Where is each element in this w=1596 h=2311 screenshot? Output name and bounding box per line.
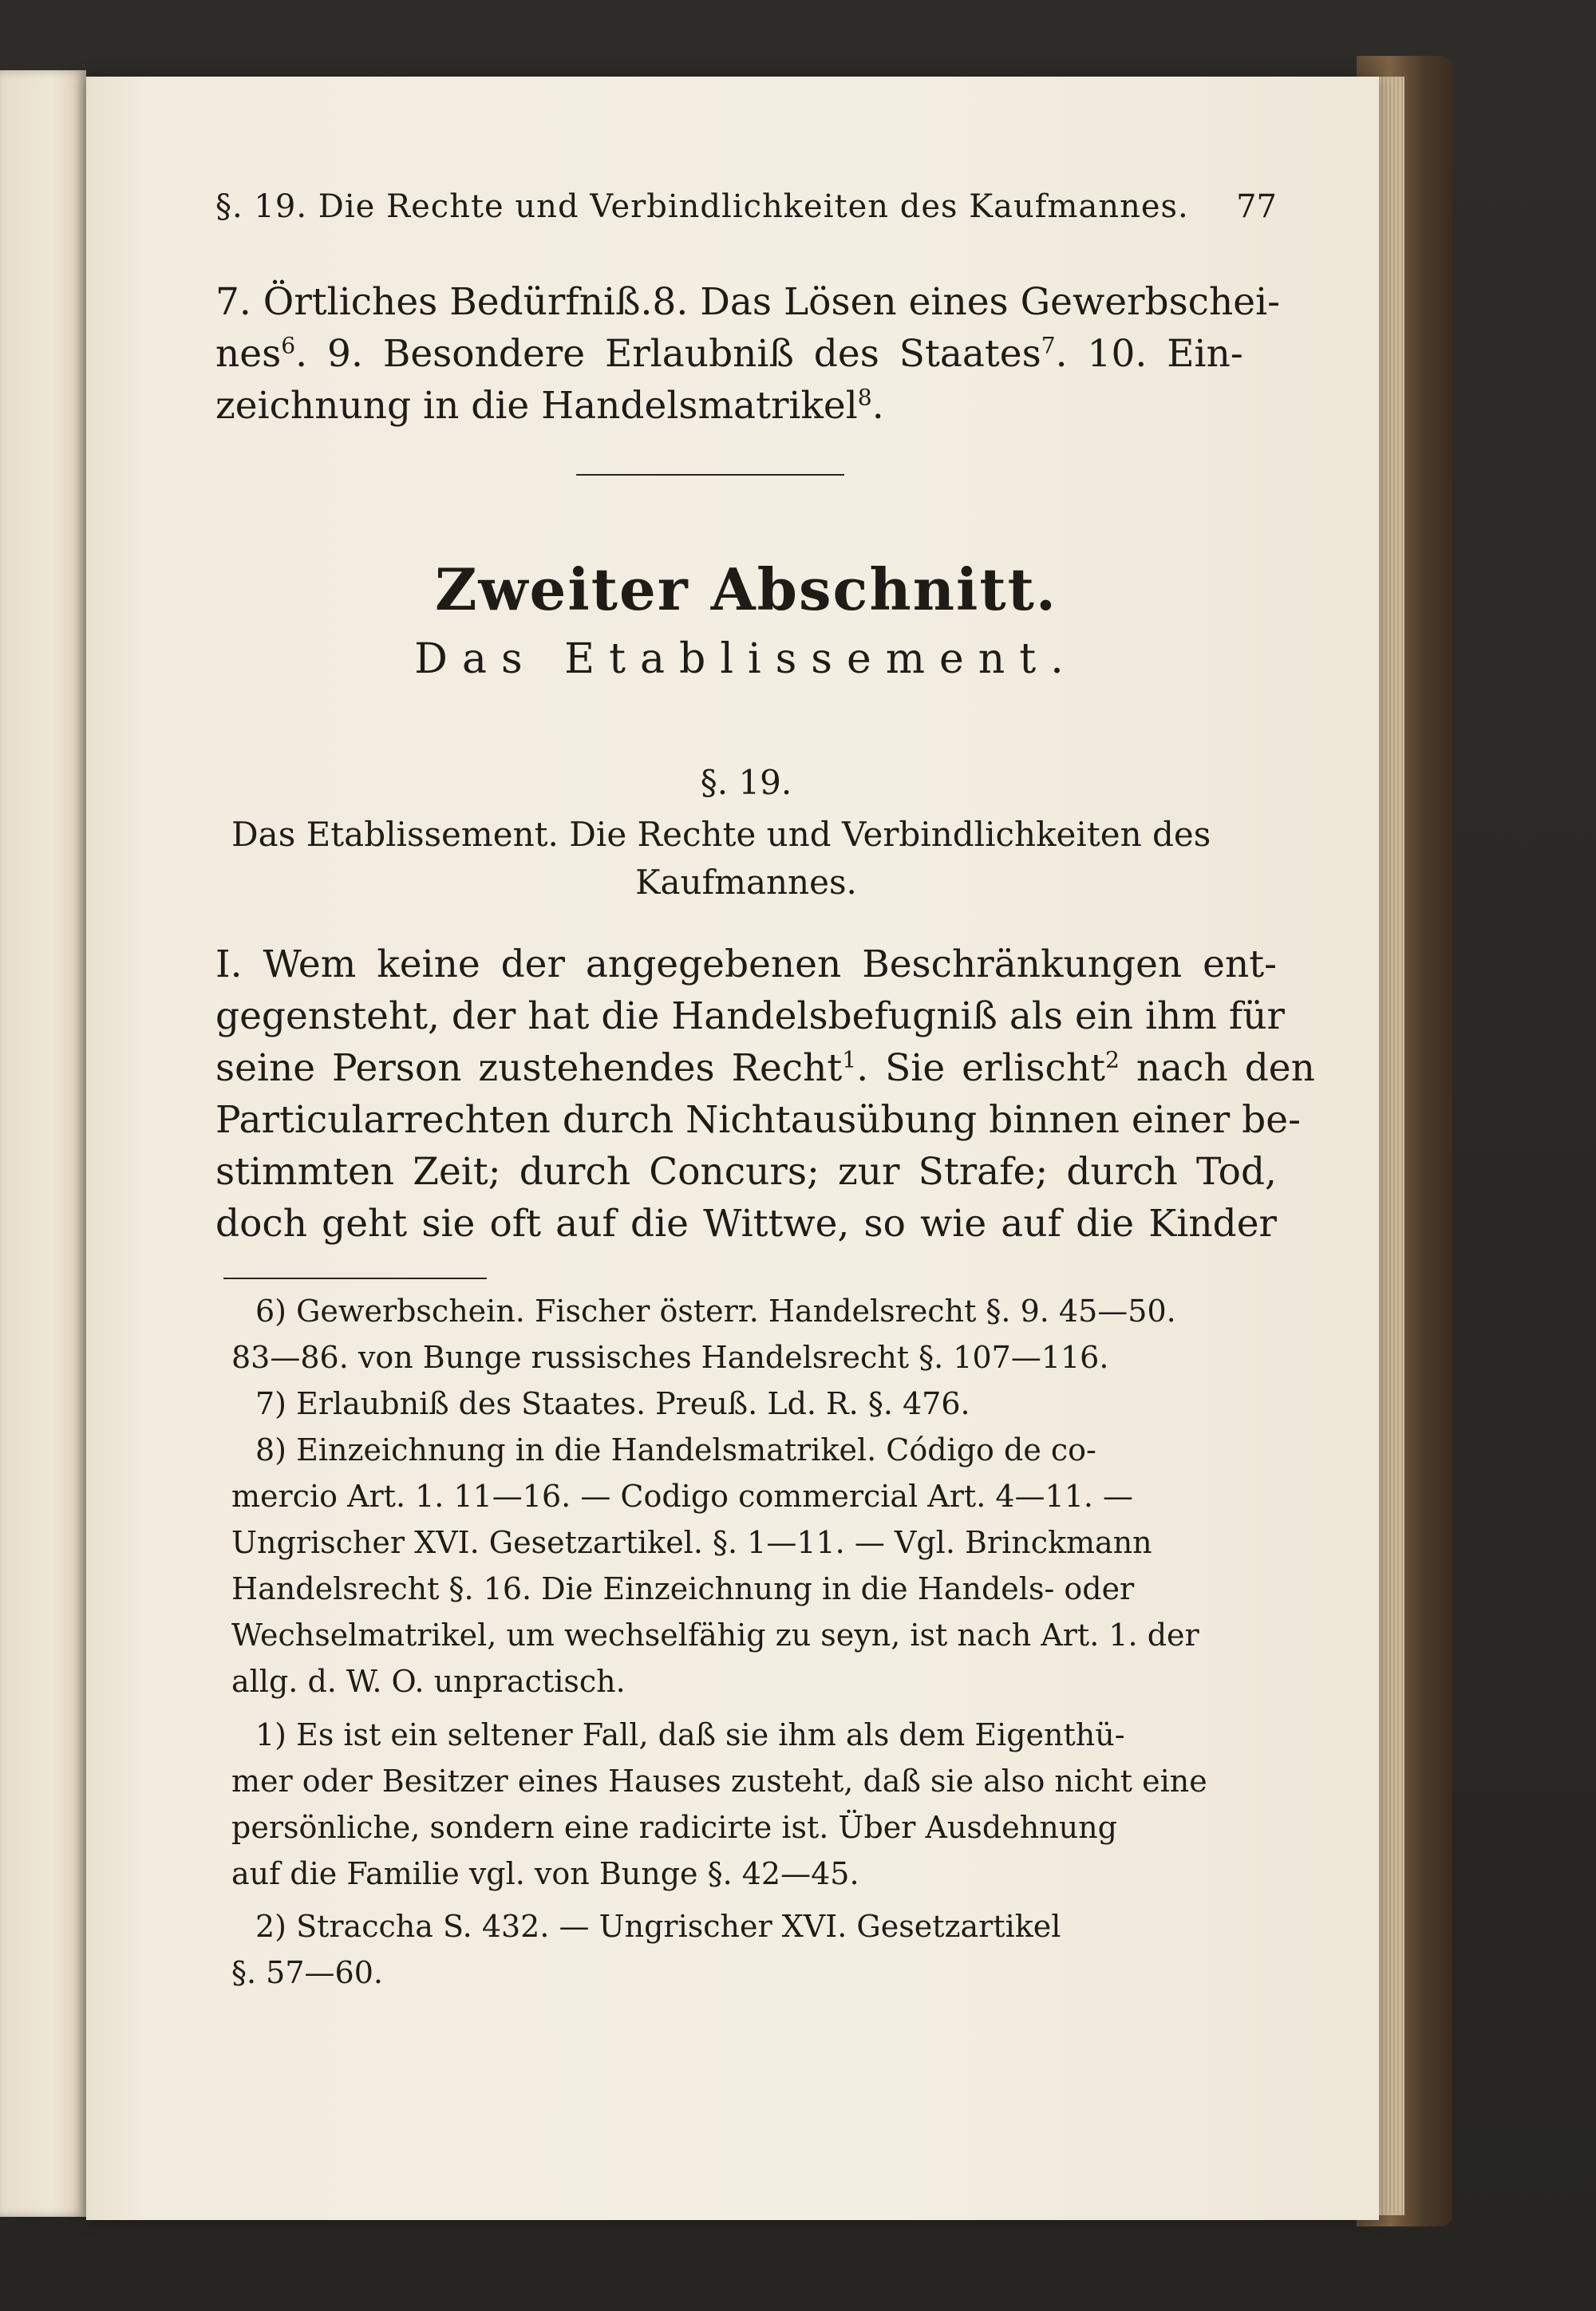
body-line — [215, 1046, 1315, 1090]
running-head — [215, 188, 1277, 225]
section-heading-row — [215, 555, 1277, 623]
body-line — [215, 994, 1285, 1038]
footnote-text: 1) Es ist ein seltener Fall, daß sie ihm als dem Eigenthü- — [255, 1717, 1125, 1752]
body-text: seine Person zustehendes Recht — [215, 1046, 843, 1090]
footnote-text: auf die Familie vgl. von Bunge §. 42—45. — [231, 1856, 859, 1891]
footnote-line — [255, 1386, 970, 1421]
footnote-text: Wechselmatrikel, um wechselfähig zu seyn, ist nach Art. 1. der — [231, 1618, 1199, 1653]
paragraph-number: §. 19. — [700, 763, 792, 802]
page-stack-edge — [1379, 77, 1404, 2215]
text-span: nes — [215, 332, 282, 376]
footnote-text: Ungrischer XVI. Gesetzartikel. §. 1—11. — Vgl. Brinckmann — [231, 1525, 1152, 1560]
footnote-text: mer oder Besitzer eines Hauses zusteht, daß sie also nicht eine — [231, 1764, 1207, 1799]
footnote-text: §. 57—60. — [231, 1955, 383, 1990]
page-number: 77 — [1236, 188, 1277, 225]
section-heading: Zweiter Abschnitt. — [435, 555, 1057, 623]
text-line — [215, 332, 1277, 376]
body-text: gegensteht, der hat die Handelsbefugniß als ein ihm für — [215, 994, 1285, 1038]
section-subtitle: Das Etablissement. — [414, 635, 1078, 683]
footnote-line — [231, 1479, 1133, 1514]
footnote-text: Handelsrecht §. 16. Die Einzeichnung in die Handels- oder — [231, 1571, 1135, 1606]
paragraph-caption: Das Etablissement. Die Rechte und Verbindlichkeiten des — [231, 815, 1211, 854]
footnote-line — [255, 1294, 1176, 1329]
footnote-marker: 6 — [281, 332, 296, 359]
body-text: . Sie erlischt — [856, 1046, 1106, 1090]
footnote-line — [255, 1432, 1096, 1468]
footnote-line — [231, 1856, 859, 1891]
text-span: 7. Örtliches Bedürfniß. — [215, 280, 653, 324]
section-rule — [576, 474, 844, 476]
body-line — [215, 1098, 1301, 1142]
body-text: doch geht sie oft auf die Wittwe, so wie auf die Kinder — [215, 1202, 1277, 1246]
footnote-marker: 1 — [842, 1046, 857, 1073]
footnote-line — [231, 1571, 1134, 1606]
running-head-title: §. 19. Die Rechte und Verbindlichkeiten des Kaufmannes. — [215, 188, 1189, 225]
footnote-marker: 7 — [1041, 332, 1056, 359]
body-line — [215, 942, 1277, 986]
section-subtitle-row — [215, 635, 1277, 683]
footnote-line — [231, 1664, 626, 1699]
text-span: . 9. Besondere Erlaubniß des Staates — [295, 332, 1041, 376]
footnote-text: mercio Art. 1. 11—16. — Codigo commercial Art. 4—11. — — [231, 1479, 1134, 1514]
body-text: I. Wem keine der angegebenen Beschränkungen ent- — [215, 942, 1277, 986]
footnote-line — [231, 1618, 1199, 1653]
footnote-line — [231, 1525, 1152, 1560]
body-line — [215, 1202, 1277, 1246]
footnote-text: 6) Gewerbschein. Fischer österr. Handelsrecht §. 9. 45—50. — [255, 1294, 1176, 1329]
body-text: Particularrechten durch Nichtausübung binnen einer be- — [215, 1098, 1301, 1142]
text-line — [215, 384, 1277, 428]
paragraph-caption-line — [215, 863, 1277, 902]
body-text: stimmten Zeit; durch Concurs; zur Strafe; durch Tod, — [215, 1150, 1277, 1194]
footnote-text: 7) Erlaubniß des Staates. Preuß. Ld. R. §. 476. — [255, 1386, 970, 1421]
footnote-line — [231, 1340, 1108, 1375]
text-span: . 10. Ein- — [1055, 332, 1243, 376]
text-span: . — [871, 384, 884, 428]
footnote-line — [255, 1717, 1125, 1752]
footnote-line — [231, 1810, 1117, 1845]
footnote-text: 8) Einzeichnung in die Handelsmatrikel. Código de co- — [255, 1432, 1096, 1468]
paragraph-number-row — [215, 763, 1277, 802]
footnote-text: 2) Straccha S. 432. — Ungrischer XVI. Gesetzartikel — [255, 1909, 1061, 1944]
facing-page-edge — [0, 70, 86, 2217]
body-line — [215, 1150, 1277, 1194]
footnote-text: 83—86. von Bunge russisches Handelsrecht §. 107—116. — [231, 1340, 1109, 1375]
paragraph-caption: Kaufmannes. — [635, 863, 857, 902]
footnote-text: allg. d. W. O. unpractisch. — [231, 1664, 626, 1699]
text-span: 8. Das Lösen eines Gewerbschei- — [652, 280, 1281, 324]
footnote-marker: 2 — [1105, 1046, 1120, 1073]
footnote-marker: 8 — [857, 384, 872, 411]
text-line — [215, 280, 1281, 324]
footnote-rule — [223, 1278, 487, 1279]
footnote-line — [255, 1909, 1061, 1944]
text-span: zeichnung in die Handelsmatrikel — [215, 384, 858, 428]
footnote-text: persönliche, sondern eine radicirte ist. Über Ausdehnung — [231, 1810, 1117, 1845]
body-text: nach den — [1119, 1046, 1315, 1090]
footnote-line — [231, 1764, 1207, 1799]
paragraph-caption-line — [231, 815, 1261, 854]
book-page — [86, 77, 1379, 2220]
footnote-line — [231, 1955, 383, 1990]
